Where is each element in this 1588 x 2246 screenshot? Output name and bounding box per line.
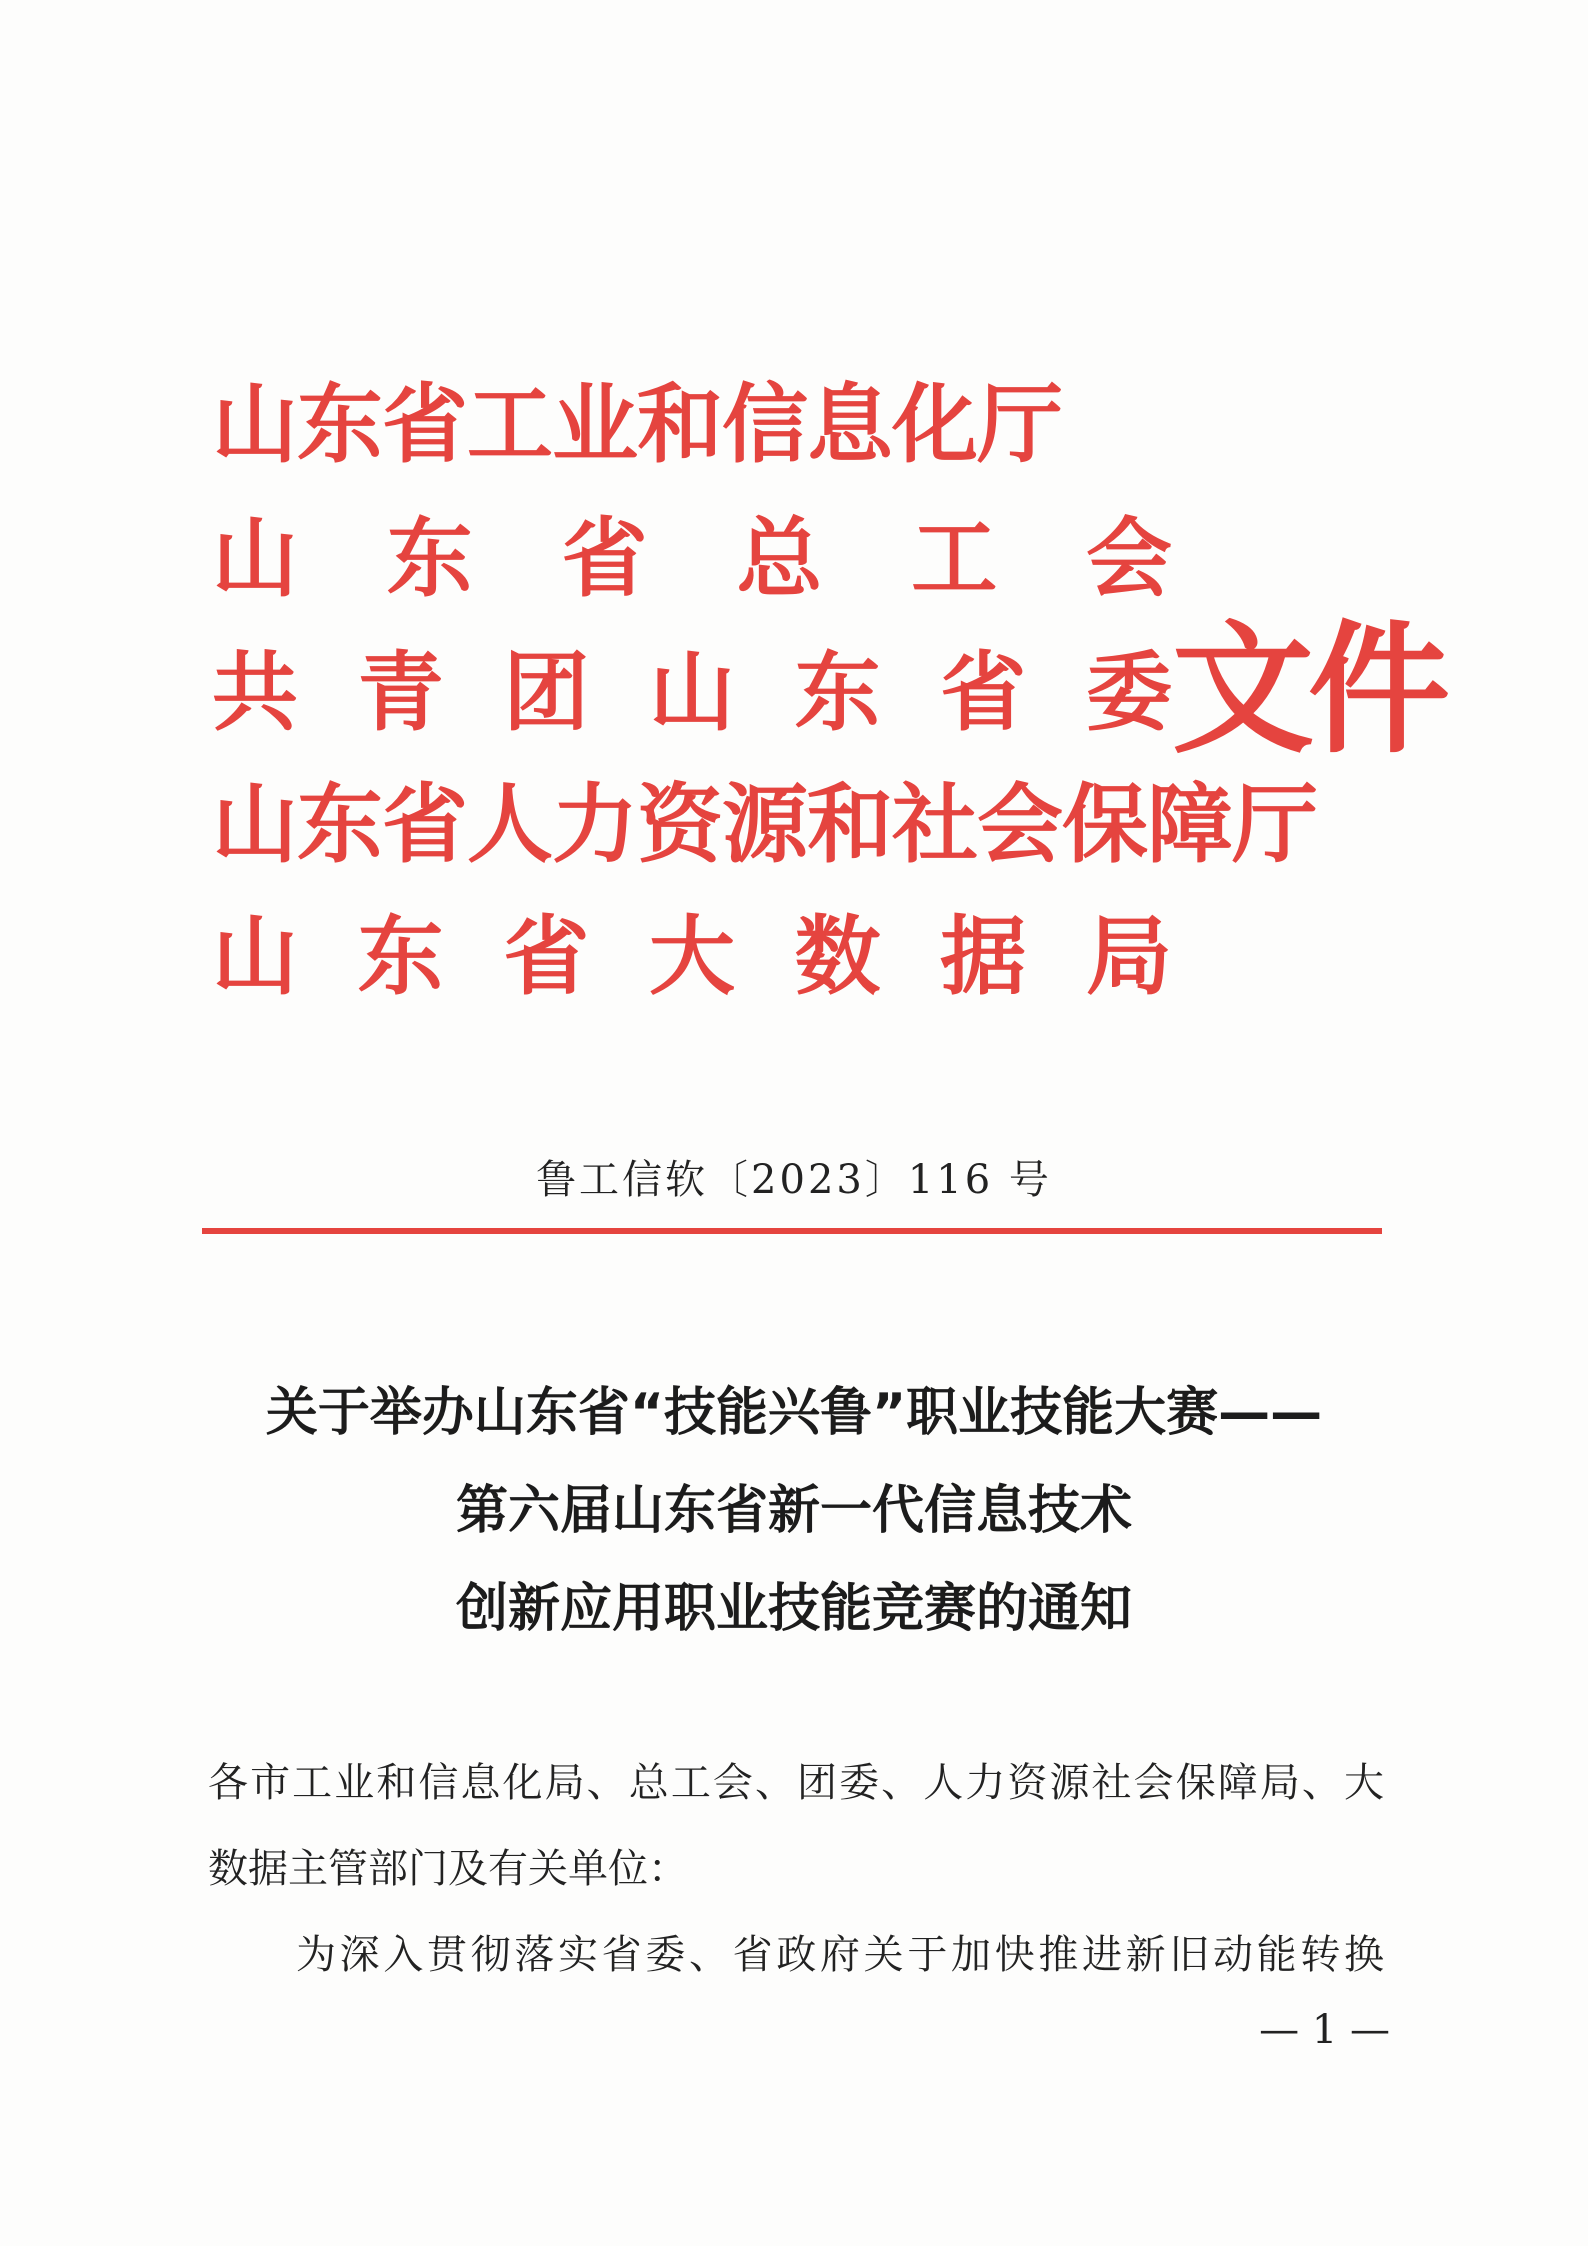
authority-char: 委 bbox=[1085, 643, 1172, 743]
authority-char: 团 bbox=[503, 643, 590, 743]
authority-char: 会 bbox=[1085, 509, 1172, 609]
authority-char: 山 bbox=[212, 509, 298, 609]
authority-line: 山东省人力资源和社会保障厅 bbox=[212, 775, 1317, 875]
paragraph: 为深入贯彻落实省委、省政府关于加快推进新旧动能转换 bbox=[296, 1932, 1384, 1978]
authority-line bbox=[212, 897, 1172, 1017]
authority-char: 东 bbox=[794, 643, 881, 743]
authority-char: 青 bbox=[357, 643, 444, 743]
addressee-line: 各市工业和信息化局、总工会、团委、人力资源社会保障局、大 bbox=[208, 1760, 1384, 1806]
document-word: 文件 bbox=[1172, 607, 1444, 773]
authority-char: 山 bbox=[648, 643, 735, 743]
red-divider-line bbox=[202, 1228, 1382, 1234]
authority-line bbox=[212, 499, 1172, 619]
authority-char: 山 bbox=[212, 907, 298, 1007]
authority-char: 省 bbox=[503, 907, 590, 1007]
page-number: — 1 — bbox=[1259, 2007, 1390, 2053]
authority-char: 总 bbox=[736, 509, 823, 609]
authority-char: 东 bbox=[357, 907, 444, 1007]
document-number: 鲁工信软〔2023〕116 号 bbox=[536, 1157, 1052, 1203]
body-text bbox=[208, 1740, 1384, 1998]
authority-char: 东 bbox=[386, 509, 473, 609]
authority-char: 工 bbox=[911, 509, 998, 609]
title-line: 关于举办山东省“技能兴鲁”职业技能大赛—— bbox=[265, 1383, 1323, 1443]
authority-char: 数 bbox=[794, 907, 881, 1007]
authority-char: 共 bbox=[212, 643, 298, 743]
authority-char: 省 bbox=[561, 509, 648, 609]
authority-char: 局 bbox=[1085, 907, 1172, 1007]
title-line: 第六届山东省新一代信息技术 bbox=[455, 1481, 1132, 1541]
authority-char: 大 bbox=[648, 907, 735, 1007]
title-line: 创新应用职业技能竞赛的通知 bbox=[455, 1579, 1132, 1639]
authority-line bbox=[212, 633, 1172, 753]
authority-char: 省 bbox=[940, 643, 1027, 743]
authority-line: 山东省工业和信息化厅 bbox=[212, 375, 1062, 475]
authority-char: 据 bbox=[940, 907, 1027, 1007]
document-title bbox=[150, 1364, 1438, 1658]
addressee-line: 数据主管部门及有关单位： bbox=[208, 1846, 688, 1892]
